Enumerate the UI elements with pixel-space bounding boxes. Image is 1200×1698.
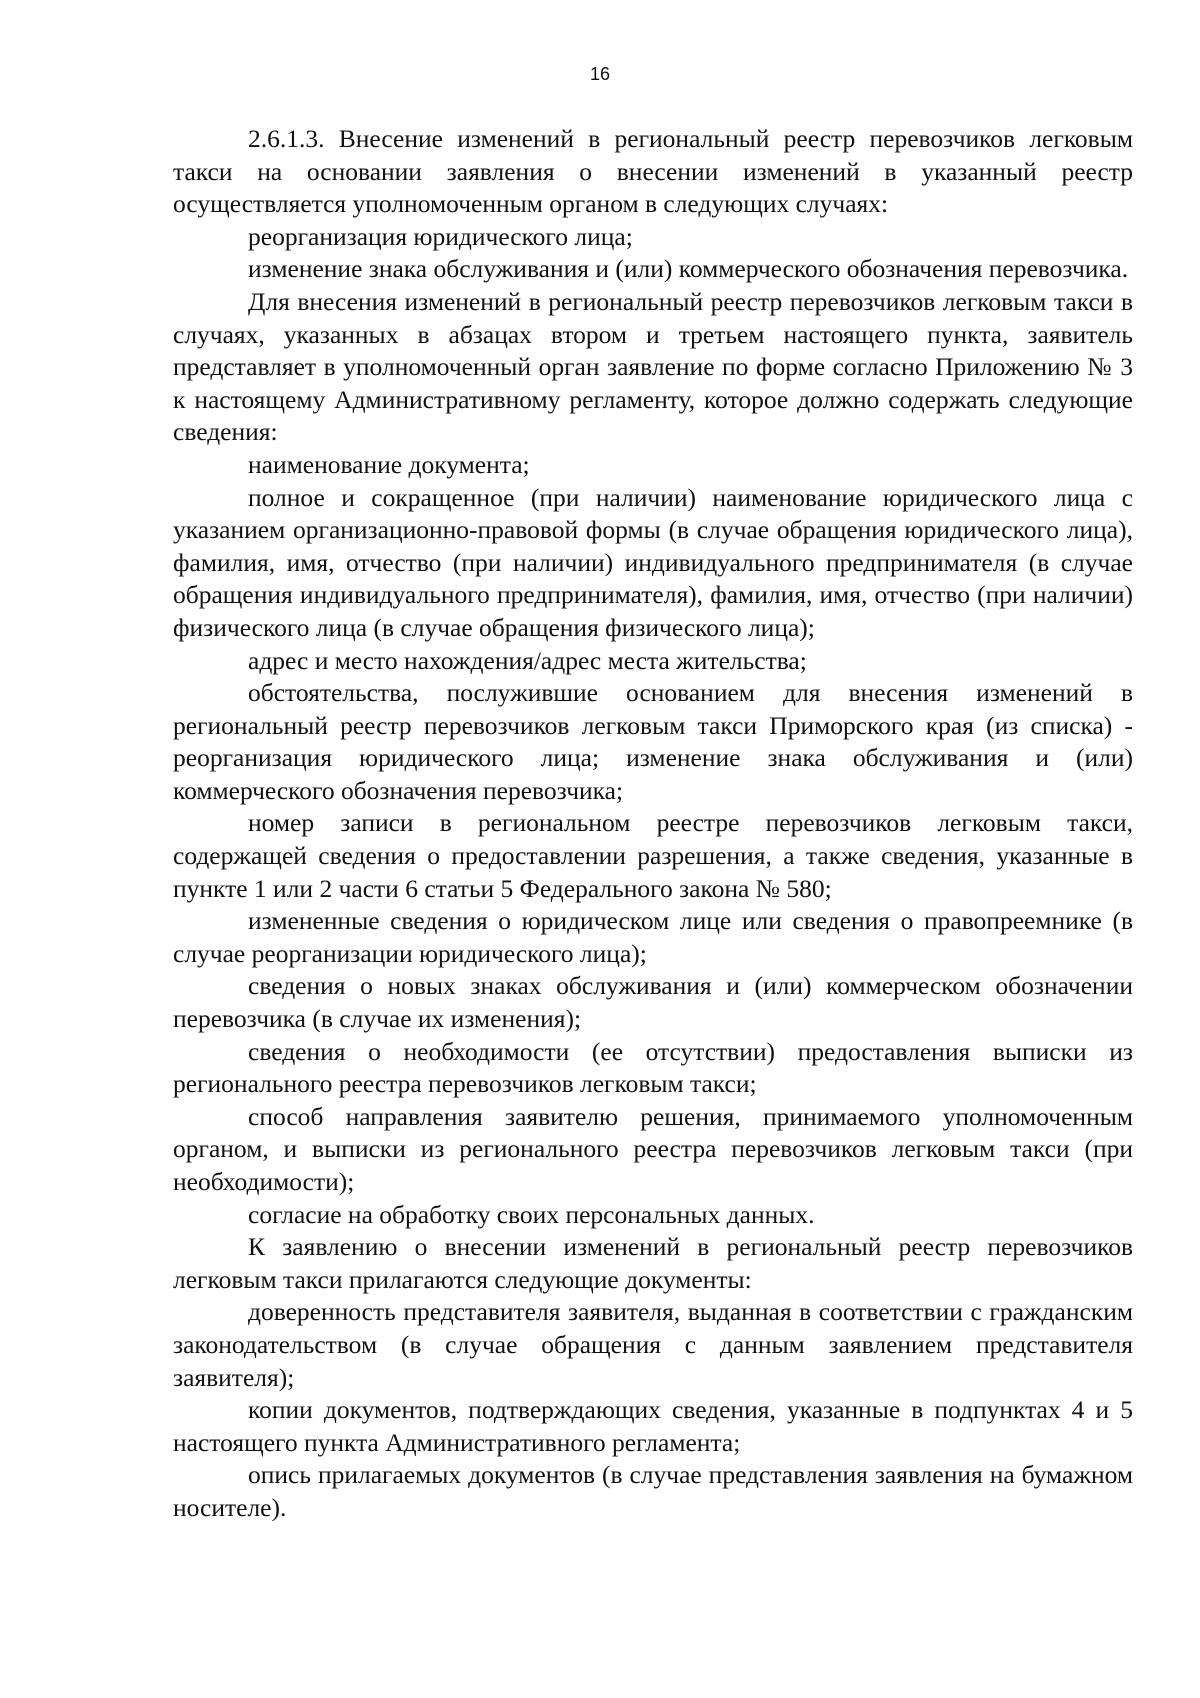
paragraph: 2.6.1.3. Внесение изменений в региональный реестр перевозчиков легковым такси на основании заявления о внесении изменений в указанный реестр осуществляется уполномоченным органом в следующих случаях: xyxy=(173,124,1133,219)
paragraph: доверенность представителя заявителя, выданная в соответствии с гражданским законодательством (в случае обращения с данным заявлением представителя заявителя); xyxy=(173,1297,1133,1392)
paragraph: наименование документа; xyxy=(248,449,530,479)
paragraph: способ направления заявителю решения, принимаемого уполномоченным органом, и выписки из регионального реестра перевозчиков легковым такси (при необходимости); xyxy=(173,1101,1133,1196)
paragraph: номер записи в региональном реестре перевозчиков легковым такси, содержащей сведения о предоставлении разрешения, а также сведения, указанные в пункте 1 или 2 части 6 статьи 5 Федерального закона № 580; xyxy=(173,808,1133,903)
paragraph: Для внесения изменений в региональный реестр перевозчиков легковым такси в случаях, указанных в абзацах втором и третьем настоящего пункта, заявитель представляет в уполномоченный орган заявление по форме согласно Приложению № 3 к настоящему Административному регламенту, которое должно содержать следующие сведения: xyxy=(173,286,1133,447)
paragraph: реорганизация юридического лица; xyxy=(248,221,633,251)
page-number: 16 xyxy=(589,64,611,84)
paragraph: согласие на обработку своих персональных данных. xyxy=(248,1199,815,1229)
paragraph: опись прилагаемых документов (в случае представления заявления на бумажном носителе). xyxy=(173,1460,1133,1522)
paragraph: измененные сведения о юридическом лице или сведения о правопреемнике (в случае реорганизации юридического лица); xyxy=(173,906,1133,968)
paragraph: копии документов, подтверждающих сведения, указанные в подпунктах 4 и 5 настоящего пункта Административного регламента; xyxy=(173,1395,1133,1457)
document-body xyxy=(173,123,1133,1525)
paragraph: изменение знака обслуживания и (или) коммерческого обозначения перевозчика. xyxy=(248,254,1129,284)
paragraph: обстоятельства, послужившие основанием для внесения изменений в региональный реестр перевозчиков легковым такси Приморского края (из списка) - реорганизация юридического лица; изменение знака обслуживания и (или) коммерческого обозначения перевозчика; xyxy=(173,678,1133,805)
paragraph: полное и сокращенное (при наличии) наименование юридического лица с указанием организационно-правовой формы (в случае обращения юридического лица), фамилия, имя, отчество (при наличии) индивидуального предпринимателя (в случае обращения индивидуального предпринимателя), фамилия, имя, отчество (при наличии) физического лица (в случае обращения физического лица); xyxy=(173,482,1133,642)
paragraph: сведения о необходимости (ее отсутствии) предоставления выписки из регионального реестра перевозчиков легковым такси; xyxy=(173,1036,1133,1099)
paragraph: адрес и место нахождения/адрес места жительства; xyxy=(248,645,807,675)
paragraph: сведения о новых знаках обслуживания и (или) коммерческом обозначении перевозчика (в случае их изменения); xyxy=(173,971,1133,1034)
paragraph: К заявлению о внесении изменений в региональный реестр перевозчиков легковым такси прилагаются следующие документы: xyxy=(173,1232,1133,1294)
